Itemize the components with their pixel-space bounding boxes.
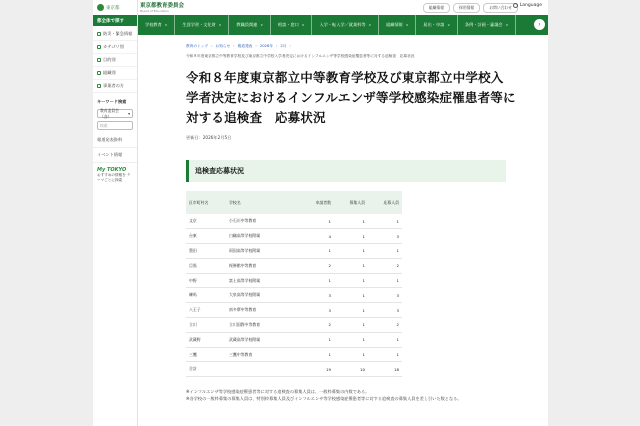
updated-date: 更新日：2026年2月5日 (186, 135, 232, 140)
sidebar-header: 都全体で探す (93, 15, 137, 26)
table-cell: 白鷗高等学校附属 (226, 229, 296, 244)
table-cell: 八王子 (186, 303, 226, 318)
table-cell: 武蔵野 (186, 332, 226, 347)
table-cell: 小石川中等教育 (226, 214, 296, 229)
table-cell: 立川 (186, 318, 226, 333)
table-cell: 1 (368, 347, 402, 362)
sidebar-item-business[interactable] (93, 80, 137, 93)
nav-item-label: 教職員関連 (236, 22, 258, 27)
table-cell: 2 (368, 258, 402, 273)
table-cell: 1 (334, 303, 368, 318)
table-row (186, 244, 402, 259)
search-input[interactable] (97, 121, 133, 130)
table-cell: 1 (296, 347, 334, 362)
nav-item-staff[interactable] (229, 15, 271, 35)
main-nav (138, 15, 548, 35)
logo-text: 東京都 (106, 5, 120, 11)
table-cell: 武蔵高等学校附属 (226, 332, 296, 347)
table-cell: 1 (368, 214, 402, 229)
table-cell: 中野 (186, 273, 226, 288)
language-label: Language (519, 3, 542, 8)
table-cell: 3 (368, 303, 402, 318)
table-header-row (186, 191, 402, 214)
sidebar-link-press[interactable]: 報道発表資料 (93, 133, 137, 148)
organization-icon (97, 71, 101, 75)
table-cell: 2 (296, 318, 334, 333)
globe-icon (513, 3, 518, 8)
sidebar-item-purpose[interactable] (93, 54, 137, 67)
table-cell: 南多摩中等教育 (226, 303, 296, 318)
table-cell: 10 (334, 362, 368, 377)
nav-item-admission[interactable] (312, 15, 379, 35)
site-title[interactable] (138, 3, 184, 13)
table-cell: 富士高等学校附属 (226, 273, 296, 288)
table-total-row (186, 362, 402, 377)
table-row (186, 229, 402, 244)
note: ※各学校の一般枠募集の募集人員は、特別枠募集人員及びインフルエンザ等学校感染症罹患者等に対する追検査の募集人員を差し引いた数となる。 (186, 396, 462, 401)
column-header: 区市町村名 (186, 191, 226, 214)
sidebar-item-category[interactable] (93, 41, 137, 54)
table-cell: 2 (368, 318, 402, 333)
chevron-down-icon: ∨ (301, 23, 305, 27)
alert-icon (97, 32, 101, 36)
nav-item-label: 入学・転入学／就業料等 (319, 22, 366, 27)
sidebar-item-label: 目的別 (103, 57, 116, 62)
breadcrumb-link[interactable]: 2026年 (259, 44, 273, 48)
nav-item-lifelong-learning[interactable] (175, 15, 229, 35)
header-links (423, 3, 518, 13)
nav-item-label: 条例・計画・審議会 (464, 22, 503, 27)
search-scope-select[interactable] (97, 109, 133, 118)
mytokyo-text: おすすめの情報を テーマごとに探索 (97, 173, 131, 182)
column-header: 学校名 (226, 191, 296, 214)
breadcrumb-separator: › (211, 44, 213, 48)
table-cell: 1 (334, 229, 368, 244)
notes (186, 388, 516, 402)
column-header: 応募人員 (368, 191, 402, 214)
table-cell: 三鷹中等教育 (226, 347, 296, 362)
chevron-down-icon: ▾ (128, 111, 130, 116)
table-row (186, 303, 402, 318)
table-row (186, 318, 402, 333)
header-link-contact[interactable]: お問い合わせ (483, 3, 518, 13)
table-cell: 1 (296, 273, 334, 288)
search-scope-value: 教育委員会（各） (100, 107, 119, 119)
table-cell: 練馬 (186, 288, 226, 303)
table-cell: 1 (334, 244, 368, 259)
chevron-down-icon: ∨ (218, 23, 222, 27)
chevron-down-icon: ∨ (447, 23, 450, 27)
sidebar-item-label: 防災・緊急情報 (103, 31, 133, 36)
sidebar-item-label: カテゴリ別 (103, 44, 124, 49)
column-header: 募集人員 (334, 191, 368, 214)
breadcrumb-link[interactable]: 教育のトップ (186, 44, 209, 48)
note: ※インフルエンザ等学校感染症罹患者等に対する追検査の募集人員は、一般枠募集の内数である。 (186, 389, 370, 394)
table-body (186, 214, 402, 377)
language-button[interactable] (513, 3, 542, 8)
chevron-down-icon: ∨ (164, 23, 168, 27)
table-cell: 1 (368, 244, 402, 259)
sidebar-item-label: 事業者の方 (103, 83, 124, 88)
table-cell: 1 (334, 318, 368, 333)
table-cell: 1 (368, 332, 402, 347)
nav-item-label: 相談・窓口 (277, 22, 299, 27)
purpose-icon (97, 58, 101, 62)
chevron-down-icon: ∨ (505, 23, 509, 27)
nav-next-button[interactable] (534, 19, 545, 30)
sidebar-item-organization[interactable] (93, 67, 137, 80)
breadcrumb-current: 令和８年度東京都立中等教育学校及び東京都立中学校入学者決定におけるインフルエンザ等学校感染症罹患者等に対する追検査 応募状況 (186, 54, 415, 58)
table-row (186, 273, 402, 288)
column-header: 申請者数 (296, 191, 334, 214)
table-cell (226, 362, 296, 377)
table-cell: 2 (296, 258, 334, 273)
table-cell: 1 (296, 214, 334, 229)
table-cell: 墨田 (186, 244, 226, 259)
nav-item-label: 学校教育 (145, 22, 162, 27)
breadcrumb-separator: › (255, 44, 257, 48)
mytokyo-banner[interactable] (97, 168, 133, 183)
sidebar-item-emergency[interactable] (93, 28, 137, 41)
table-cell: 1 (334, 214, 368, 229)
section-heading: 追検査応募状況 (186, 160, 506, 182)
table-cell: 18 (368, 362, 402, 377)
ginkgo-icon (97, 4, 104, 11)
table-cell: 合計 (186, 362, 226, 377)
table-cell: 19 (296, 362, 334, 377)
table-row (186, 214, 402, 229)
search-placeholder: 検索 (100, 122, 108, 128)
table-cell: 両国高等学校附属 (226, 244, 296, 259)
breadcrumb-separator: › (233, 44, 235, 48)
keyword-search-heading: キーワード検索 (97, 99, 127, 104)
table-row (186, 347, 402, 362)
site-title-text: 東京都教育委員会 (140, 2, 185, 9)
sidebar (93, 0, 138, 426)
nav-item-label: 届出・申請 (423, 22, 445, 27)
table-cell: 1 (296, 332, 334, 347)
header-link-recruit[interactable]: 採用情報 (453, 3, 480, 13)
table-cell: 文京 (186, 214, 226, 229)
table-cell: 1 (334, 288, 368, 303)
header (138, 0, 548, 15)
table-cell: 1 (334, 332, 368, 347)
table-cell: 桜修館中等教育 (226, 258, 296, 273)
chevron-down-icon: ∨ (405, 23, 409, 27)
sidebar-item-label: 組織別 (103, 70, 116, 75)
nav-item-applications[interactable] (416, 15, 458, 35)
tokyo-logo[interactable] (93, 0, 137, 15)
header-link-organization[interactable]: 組織情報 (423, 3, 450, 13)
page (93, 0, 548, 426)
breadcrumb-link[interactable]: お知らせ (215, 44, 231, 48)
table-cell: 3 (296, 303, 334, 318)
breadcrumb-link[interactable]: 2月 (280, 44, 287, 48)
table-row (186, 258, 402, 273)
table-cell: 1 (368, 273, 402, 288)
nav-item-organization[interactable] (379, 15, 416, 35)
table-cell: 1 (334, 258, 368, 273)
table-row (186, 332, 402, 347)
breadcrumb-separator: › (275, 44, 278, 48)
nav-item-label: 生涯学習・文化財 (182, 22, 216, 27)
business-icon (97, 84, 101, 88)
table-row (186, 288, 402, 303)
sidebar-menu (93, 26, 137, 93)
sidebar-link-events[interactable]: イベント情報 (93, 148, 137, 163)
table-cell: 4 (296, 229, 334, 244)
nav-item-school-education[interactable] (138, 15, 175, 35)
nav-item-label: 組織情報 (386, 22, 403, 27)
results-table (186, 191, 402, 377)
chevron-down-icon: ∨ (260, 23, 263, 27)
nav-item-consultation[interactable] (271, 15, 313, 35)
breadcrumb-link[interactable]: 報道発表 (237, 44, 253, 48)
category-icon (97, 45, 101, 49)
table-cell: 3 (296, 288, 334, 303)
mytokyo-logo: My TOKYO (97, 167, 127, 173)
breadcrumb (186, 44, 291, 49)
table-cell: 台東 (186, 229, 226, 244)
chevron-right-icon: › (538, 21, 541, 28)
site-subtitle: Board of Education (140, 8, 169, 13)
table-cell: 3 (368, 288, 402, 303)
page-title: 令和８年度東京都立中等教育学校及び東京都立中学校入学者決定におけるインフルエンザ等学校感染症罹患者等に対する追検査 応募状況 (186, 70, 516, 125)
chevron-down-icon: ∨ (368, 23, 372, 27)
table-cell: 目黒 (186, 258, 226, 273)
table-cell: 3 (368, 229, 402, 244)
table-cell: 三鷹 (186, 347, 226, 362)
breadcrumb-separator: › (289, 44, 291, 48)
table-cell: 大泉高等学校附属 (226, 288, 296, 303)
table-cell: 1 (334, 273, 368, 288)
table-cell: 1 (296, 244, 334, 259)
table-cell: 1 (334, 347, 368, 362)
table-cell: 立川国際中等教育 (226, 318, 296, 333)
nav-item-ordinances[interactable] (458, 15, 516, 35)
